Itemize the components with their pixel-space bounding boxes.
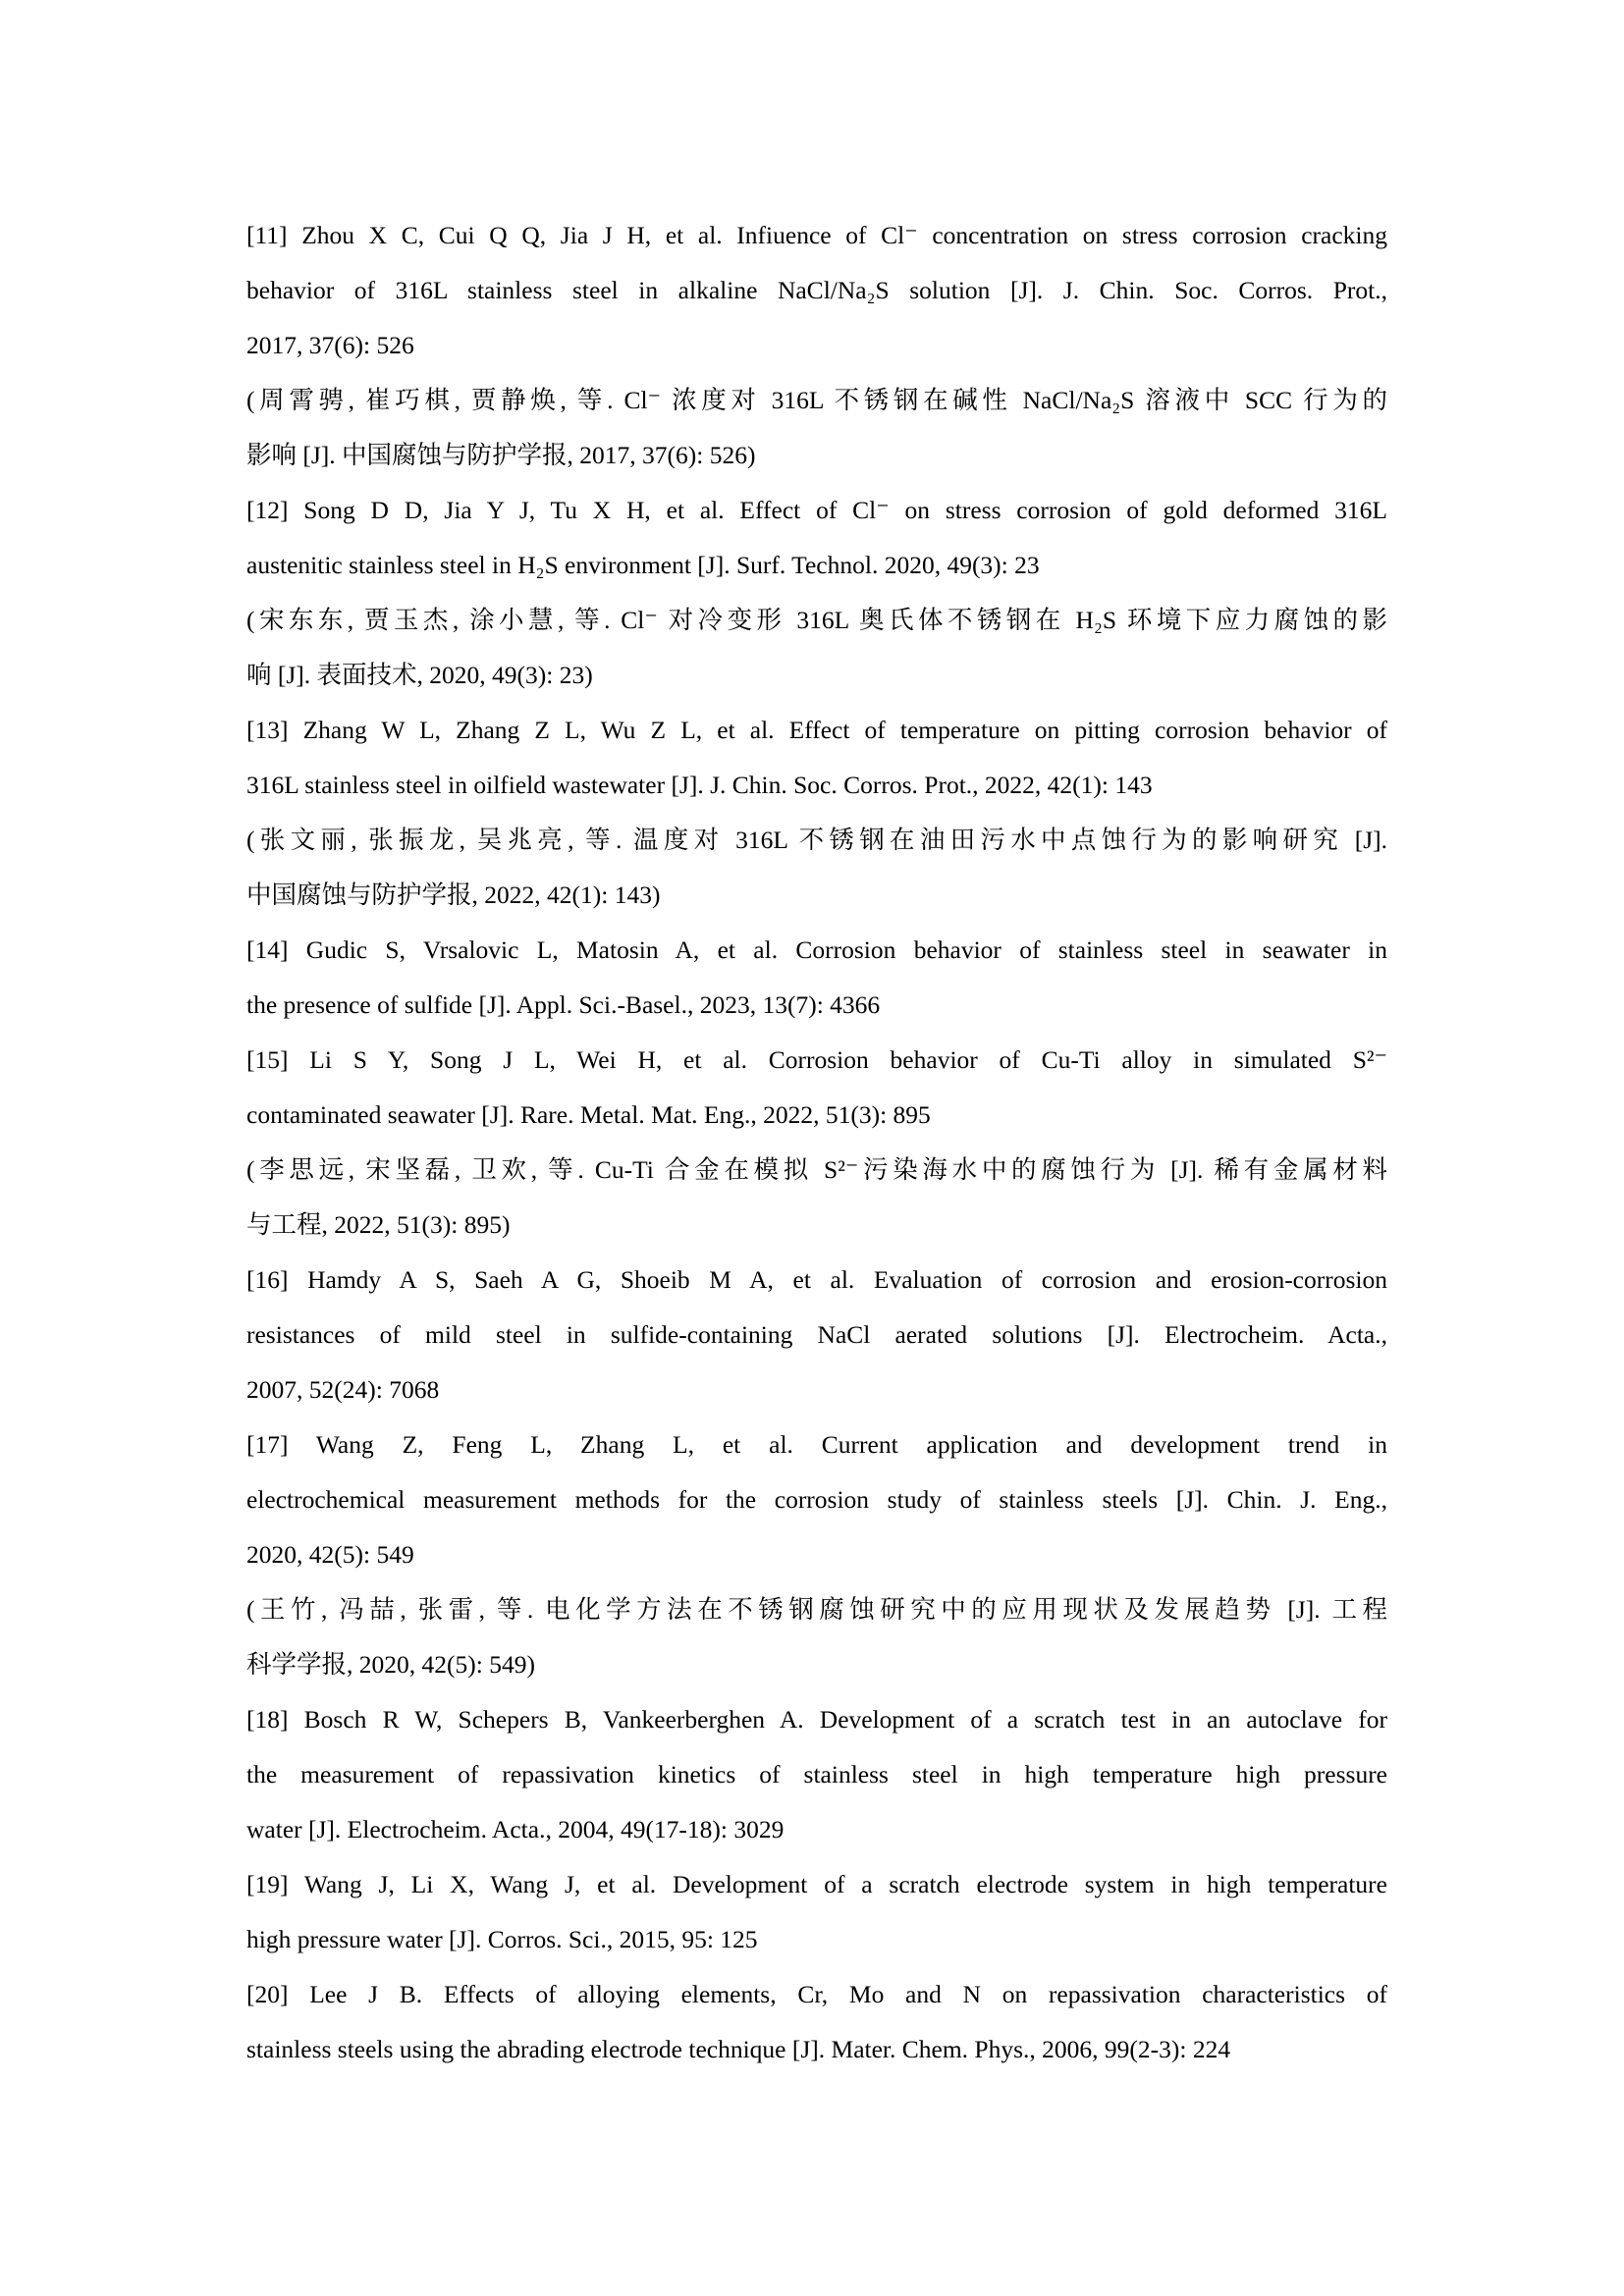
reference-list (246, 208, 1387, 2077)
reference-20-line-1: [20] Lee J B. Effects of alloying elements, Cr, Mo and N on repassivation characteristics of (246, 1980, 1387, 2008)
reference-12-line-1: [12] Song D D, Jia Y J, Tu X H, et al. Effect of Cl⁻ on stress corrosion of gold deformed 316L (246, 496, 1387, 524)
reference-17-line-3: 2020, 42(5): 549 (246, 1540, 414, 1569)
reference-16-line-1: [16] Hamdy A S, Saeh A G, Shoeib M A, et al. Evaluation of corrosion and erosion-corrosion (246, 1265, 1387, 1294)
reference-12-line-2: austenitic stainless steel in H₂S environment [J]. Surf. Technol. 2020, 49(3): 23 (246, 551, 1040, 579)
reference-15-cn-line-2: 与工程, 2022, 51(3): 895) (246, 1210, 511, 1239)
reference-15-line-2: contaminated seawater [J]. Rare. Metal. Mat. Eng., 2022, 51(3): 895 (246, 1100, 931, 1129)
reference-16-line-3: 2007, 52(24): 7068 (246, 1375, 440, 1404)
reference-12-cn-line-1: (宋东东, 贾玉杰, 涂小慧, 等. Cl⁻ 对冷变形 316L 奥氏体不锈钢在 H₂S 环境下应力腐蚀的影 (246, 606, 1387, 634)
reference-18-line-1: [18] Bosch R W, Schepers B, Vankeerberghen A. Development of a scratch test in an autoclave for (246, 1705, 1387, 1734)
reference-17-line-2: electrochemical measurement methods for the corrosion study of stainless steels [J]. Chin. J. Eng., (246, 1485, 1387, 1514)
reference-11-line-1: [11] Zhou X C, Cui Q Q, Jia J H, et al. Infiuence of Cl⁻ concentration on stress corrosion cracking (246, 221, 1387, 249)
reference-12-cn-line-2: 响 [J]. 表面技术, 2020, 49(3): 23) (246, 661, 593, 689)
reference-14-line-2: the presence of sulfide [J]. Appl. Sci.-Basel., 2023, 13(7): 4366 (246, 990, 881, 1019)
reference-17-cn-line-1: (王竹, 冯喆, 张雷, 等. 电化学方法在不锈钢腐蚀研究中的应用现状及发展趋势 [J]. 工程 (246, 1595, 1387, 1624)
reference-11-line-2: behavior of 316L stainless steel in alkaline NaCl/Na₂S solution [J]. J. Chin. Soc. Corros. Prot., (246, 276, 1387, 304)
reference-11-cn-line-1: (周霄骋, 崔巧棋, 贾静焕, 等. Cl⁻ 浓度对 316L 不锈钢在碱性 NaCl/Na₂S 溶液中 SCC 行为的 (246, 386, 1387, 414)
reference-11-cn-line-2: 影响 [J]. 中国腐蚀与防护学报, 2017, 37(6): 526) (246, 441, 756, 469)
reference-19-line-1: [19] Wang J, Li X, Wang J, et al. Development of a scratch electrode system in high temperature (246, 1870, 1387, 1898)
reference-19-line-2: high pressure water [J]. Corros. Sci., 2015, 95: 125 (246, 1925, 758, 1953)
reference-20-line-2: stainless steels using the abrading electrode technique [J]. Mater. Chem. Phys., 2006, 99(2-3): 224 (246, 2035, 1231, 2063)
reference-17-line-1: [17] Wang Z, Feng L, Zhang L, et al. Current application and development trend in (246, 1430, 1387, 1459)
reference-13-cn-line-2: 中国腐蚀与防护学报, 2022, 42(1): 143) (246, 881, 661, 909)
reference-15-cn-line-1: (李思远, 宋坚磊, 卫欢, 等. Cu-Ti 合金在模拟 S²⁻污染海水中的腐蚀行为 [J]. 稀有金属材料 (246, 1155, 1387, 1184)
reference-15-line-1: [15] Li S Y, Song J L, Wei H, et al. Corrosion behavior of Cu-Ti alloy in simulated S²⁻ (246, 1045, 1387, 1074)
reference-13-cn-line-1: (张文丽, 张振龙, 吴兆亮, 等. 温度对 316L 不锈钢在油田污水中点蚀行为的影响研究 [J]. (246, 826, 1387, 854)
reference-14-line-1: [14] Gudic S, Vrsalovic L, Matosin A, et al. Corrosion behavior of stainless steel in seawater in (246, 935, 1387, 964)
reference-13-line-2: 316L stainless steel in oilfield wastewater [J]. J. Chin. Soc. Corros. Prot., 2022, 42(1): 143 (246, 771, 1153, 799)
reference-17-cn-line-2: 科学学报, 2020, 42(5): 549) (246, 1650, 535, 1679)
reference-18-line-3: water [J]. Electrocheim. Acta., 2004, 49(17-18): 3029 (246, 1815, 785, 1843)
reference-16-line-2: resistances of mild steel in sulfide-containing NaCl aerated solutions [J]. Electrocheim. Acta., (246, 1320, 1387, 1349)
reference-13-line-1: [13] Zhang W L, Zhang Z L, Wu Z L, et al. Effect of temperature on pitting corrosion behavior of (246, 716, 1387, 744)
reference-18-line-2: the measurement of repassivation kinetics of stainless steel in high temperature high pressure (246, 1760, 1387, 1789)
reference-11-line-3: 2017, 37(6): 526 (246, 331, 414, 359)
